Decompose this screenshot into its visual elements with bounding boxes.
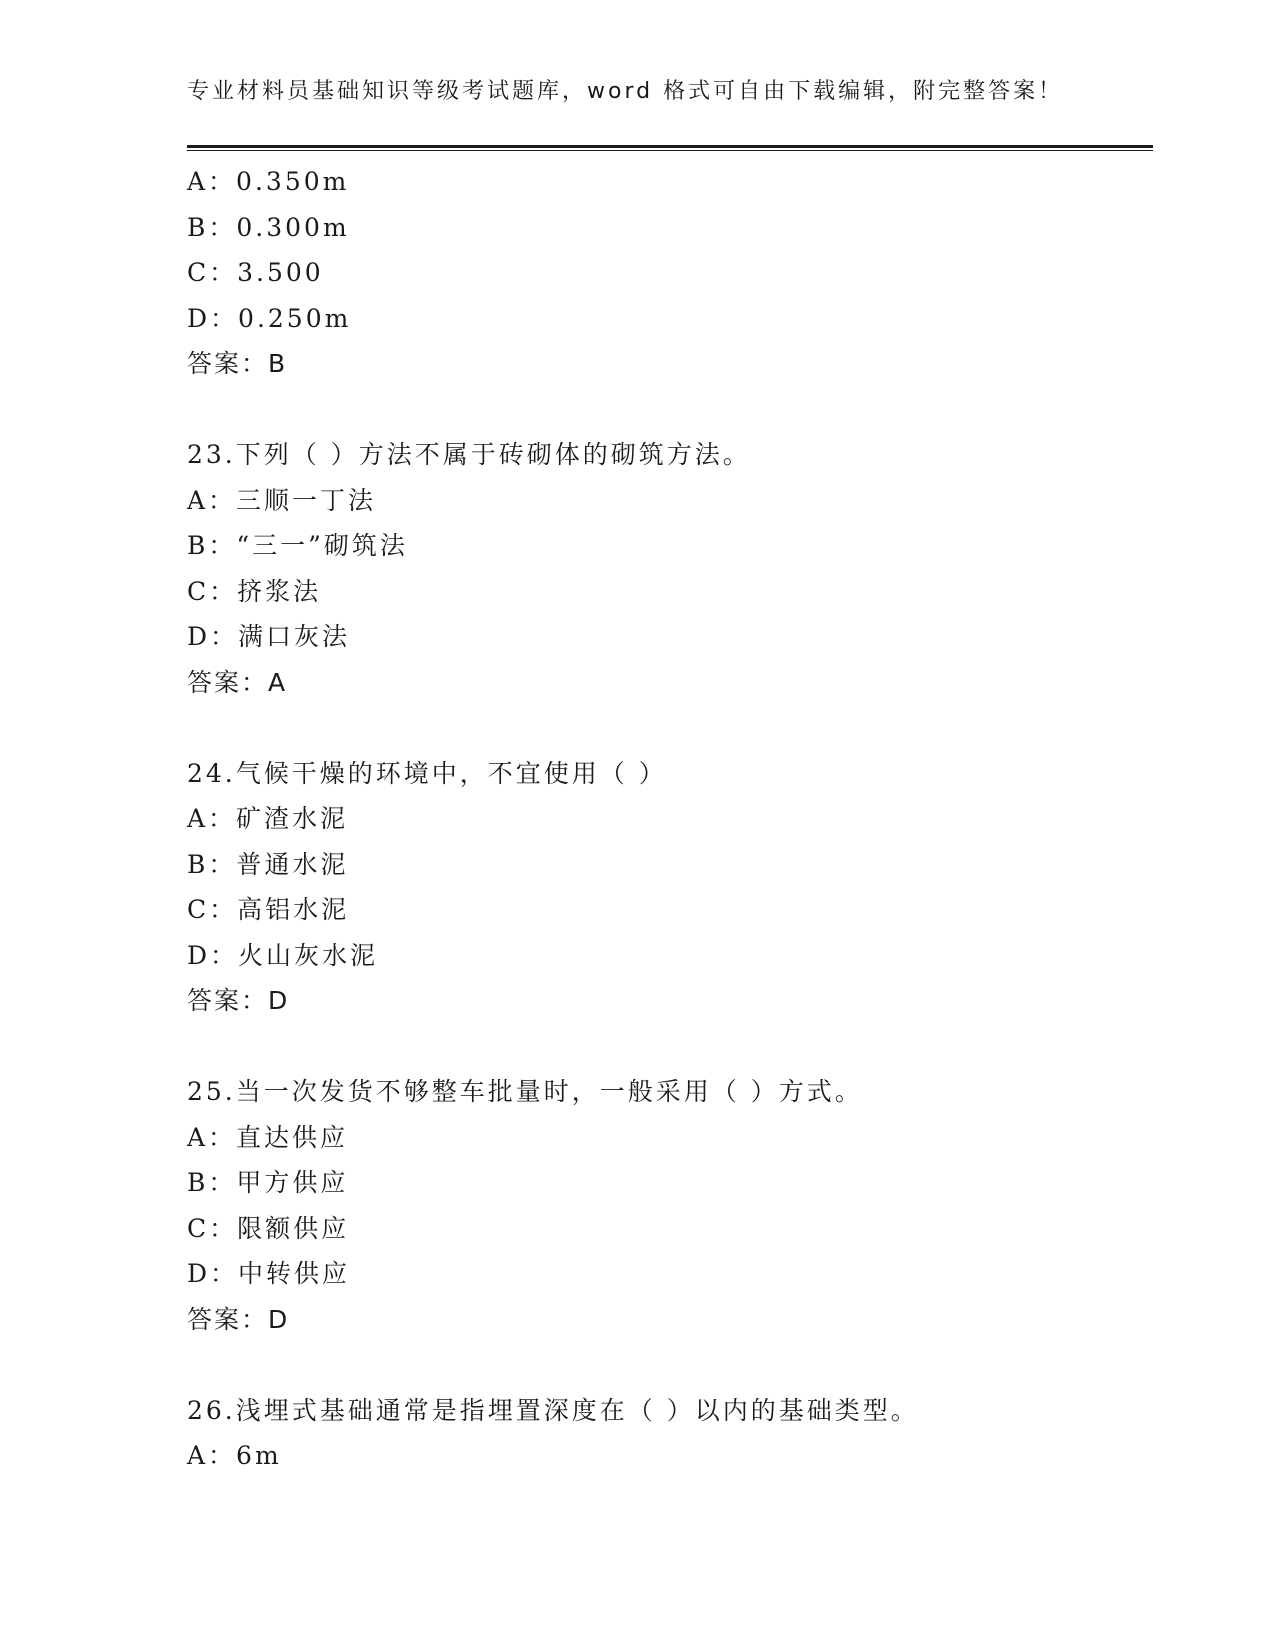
question-stem: 26.浅埋式基础通常是指埋置深度在（ ）以内的基础类型。 xyxy=(187,1395,919,1425)
page-header: 专业材料员基础知识等级考试题库，word 格式可自由下载编辑，附完整答案！ xyxy=(187,79,1064,104)
option-b: B：0.300m xyxy=(187,212,350,242)
answer-line: 答案：D xyxy=(187,1304,290,1334)
option-d: D：满口灰法 xyxy=(187,622,351,651)
answer-line: 答案：D xyxy=(187,986,290,1015)
option-b: B：“三一”砌筑法 xyxy=(187,531,408,560)
header-rule-thick xyxy=(187,145,1153,148)
question-stem: 23.下列（ ）方法不属于砖砌体的砌筑方法。 xyxy=(187,440,751,469)
question-block-22 xyxy=(187,159,1153,387)
option-c: C：高铝水泥 xyxy=(187,895,350,924)
question-stem: 25.当一次发货不够整车批量时，一般采用（ ）方式。 xyxy=(187,1077,863,1106)
option-c: C：3.500 xyxy=(187,258,324,287)
question-list xyxy=(187,159,1153,1479)
spacer xyxy=(187,387,1153,433)
question-block-24 xyxy=(187,751,1153,1024)
answer-line: 答案：A xyxy=(187,667,288,697)
option-a: A：三顺一丁法 xyxy=(187,485,377,515)
option-d: D：0.250m xyxy=(187,303,352,333)
option-c: C：限额供应 xyxy=(187,1213,350,1243)
spacer xyxy=(187,1024,1153,1070)
option-d: D：火山灰水泥 xyxy=(187,940,379,970)
option-a: A：直达供应 xyxy=(187,1122,349,1152)
answer-line: 答案：B xyxy=(187,349,288,378)
option-a: A：6m xyxy=(187,1441,282,1470)
spacer xyxy=(187,705,1153,751)
option-a: A：矿渣水泥 xyxy=(187,804,349,833)
question-block-25 xyxy=(187,1069,1153,1342)
option-b: B：甲方供应 xyxy=(187,1168,349,1197)
option-c: C：挤浆法 xyxy=(187,576,322,606)
header-rule-thin xyxy=(187,150,1153,151)
spacer xyxy=(187,1342,1153,1388)
option-b: B：普通水泥 xyxy=(187,849,349,879)
option-d: D：中转供应 xyxy=(187,1259,351,1288)
question-stem: 24.气候干燥的环境中，不宜使用（ ） xyxy=(187,758,667,788)
question-block-23 xyxy=(187,432,1153,705)
option-a: A：0.350m xyxy=(187,167,350,196)
question-block-26 xyxy=(187,1388,1153,1479)
